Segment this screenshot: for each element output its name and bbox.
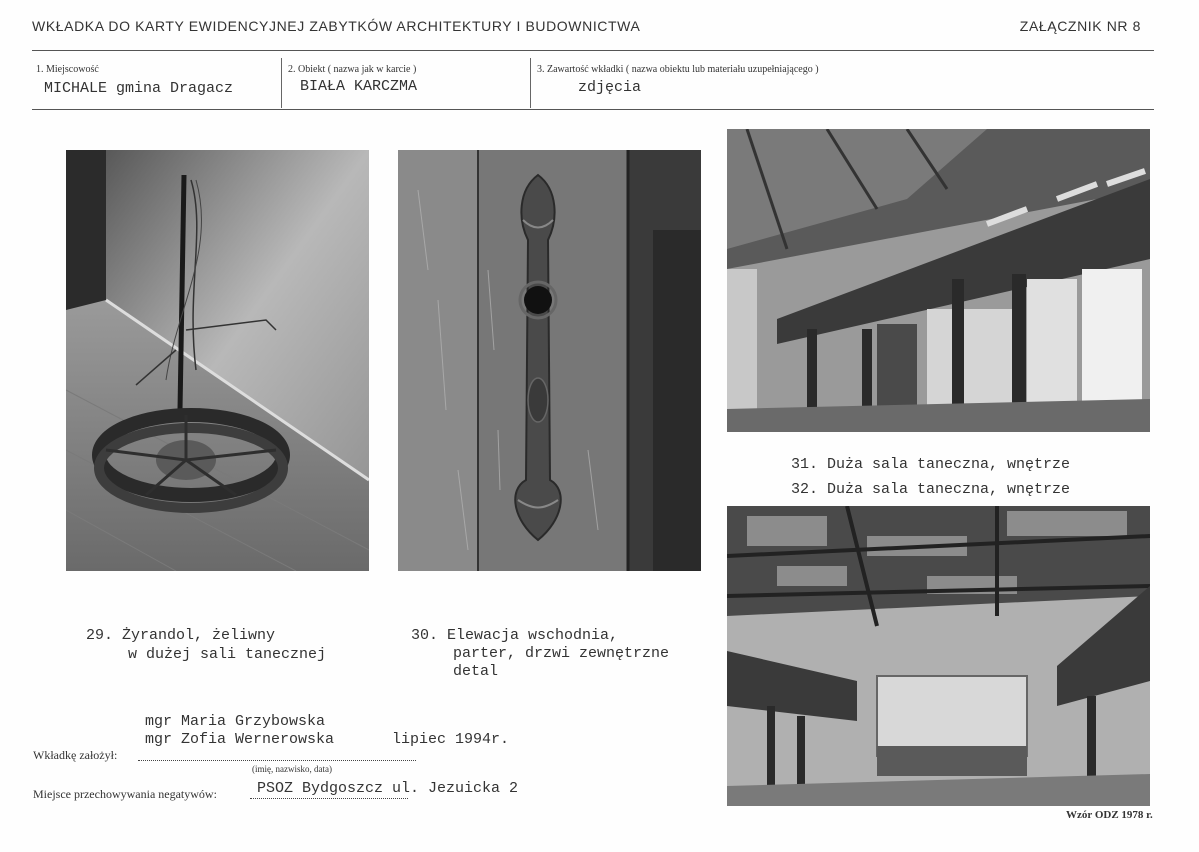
storage-value: PSOZ Bydgoszcz ul. Jezuicka 2 [257, 780, 519, 797]
caption-31: 31. Duża sala taneczna, wnętrze [791, 456, 1071, 473]
caption-29-line1: 29. Żyrandol, żeliwny [86, 627, 276, 644]
field-separator [530, 58, 531, 108]
founder-name-2: mgr Zofia Wernerowska [145, 731, 335, 748]
caption-32: 32. Duża sala taneczna, wnętrze [791, 481, 1071, 498]
caption-29-line2: w dużej sali tanecznej [128, 646, 327, 663]
form-mark: Wzór ODZ 1978 r. [1066, 809, 1153, 821]
content-label: 3. Zawartość wkładki ( nazwa obiektu lub materiału uzupełniającego ) [537, 64, 819, 75]
storage-label: Miejsce przechowywania negatywów: [33, 787, 217, 801]
fields-bottom-rule [32, 109, 1154, 110]
caption-30-line3: detal [453, 663, 499, 680]
founder-name-1: mgr Maria Grzybowska [145, 713, 326, 730]
founder-hint: (imię, nazwisko, data) [252, 764, 332, 774]
caption-30-line1: 30. Elewacja wschodnia, [411, 627, 619, 644]
locality-label: 1. Miejscowość [36, 64, 99, 75]
founder-date: lipiec 1994r. [392, 731, 510, 748]
ballroom-interior-photo [727, 506, 1150, 806]
door-escutcheon-photo [398, 150, 701, 571]
field-separator [281, 58, 282, 108]
founder-label: Wkładkę założył: [33, 748, 118, 762]
storage-line [250, 798, 408, 799]
content-value: zdjęcia [578, 79, 642, 96]
top-rule [32, 50, 1154, 51]
ballroom-interior-photo [727, 129, 1150, 432]
annex-number: ZAŁĄCZNIK NR 8 [1019, 18, 1141, 34]
chandelier-photo [66, 150, 369, 571]
object-value: BIAŁA KARCZMA [300, 78, 418, 95]
founder-line [138, 760, 416, 761]
locality-value: MICHALE gmina Dragacz [44, 80, 234, 97]
sheet-title: WKŁADKA DO KARTY EWIDENCYJNEJ ZABYTKÓW ARCHITEKTURY I BUDOWNICTWA [32, 18, 641, 34]
object-label: 2. Obiekt ( nazwa jak w karcie ) [288, 64, 417, 75]
caption-30-line2: parter, drzwi zewnętrzne [453, 645, 670, 662]
